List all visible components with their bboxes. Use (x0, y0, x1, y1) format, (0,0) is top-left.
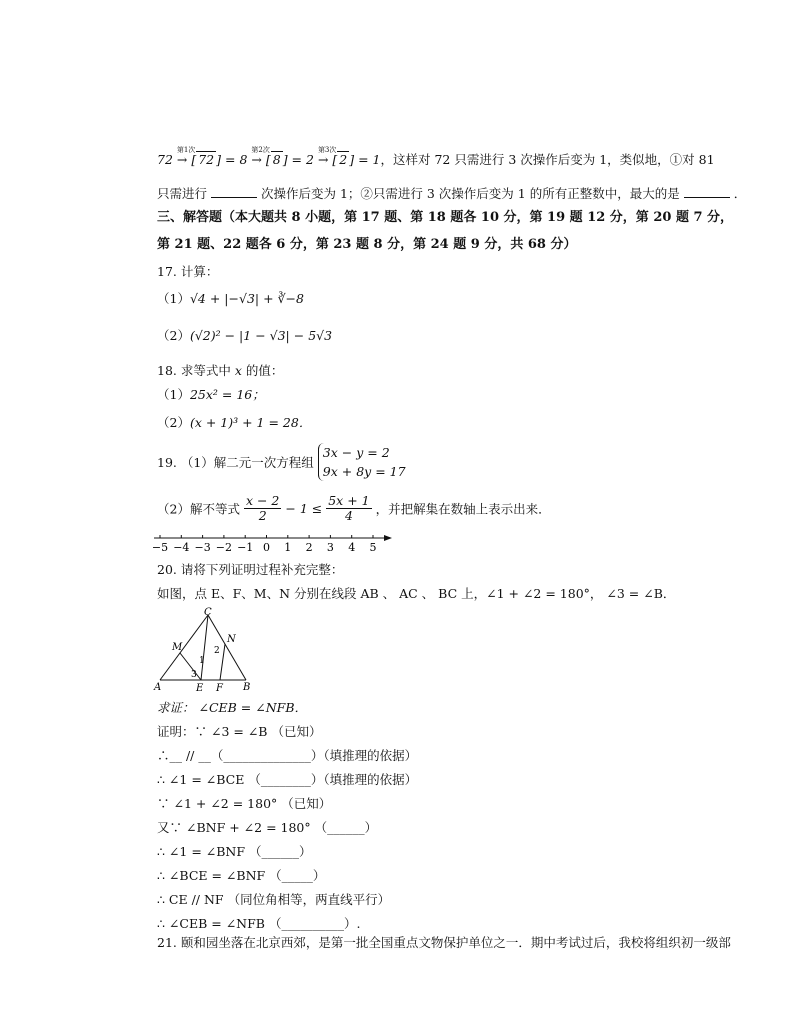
q17-part2-label: （2） (157, 328, 190, 343)
q20-prove: 求证： ∠CEB = ∠NFB． (157, 700, 308, 715)
segment-CE (201, 615, 208, 680)
label-M: M (172, 642, 183, 653)
fraction-1 (244, 494, 281, 523)
q18-title-b: 的值： (245, 363, 284, 378)
q19-part2-label: （2）解不等式 (157, 501, 240, 517)
sqrt-2: 2 (339, 152, 348, 167)
section3-header-line2: 第 21 题、22 题各 6 分，第 23 题 8 分，第 24 题 9 分，共 68 分） (157, 237, 577, 252)
number-line-label: −5 (151, 541, 169, 554)
q19-part1 (157, 443, 406, 481)
q17-part1-expr: √4 + |−√3| + ∛−8 (189, 291, 304, 306)
number-line-label: −2 (215, 541, 233, 554)
q19-part1-label: 19. （1）解二元一次方程组 (157, 455, 314, 470)
arrow-1-label: 第1次 (176, 146, 196, 154)
segment-NF (220, 644, 225, 680)
q17-part2-expr: (√2)² − |1 − √3| − 5√3 (189, 328, 333, 343)
number-line (150, 532, 400, 558)
q19-part2 (157, 494, 551, 523)
q18-part2 (157, 413, 311, 433)
q18-var: x (234, 363, 242, 378)
q20-given: 如图，点 E、F、M、N 分别在线段 AB 、 AC 、 BC 上，∠1 + ∠2 = 180°， ∠3 = ∠B． (157, 586, 676, 601)
q18-title (157, 361, 283, 381)
q17-part1-label: （1） (157, 291, 190, 306)
q16-line2-b: 次操作后变为 1；②只需进行 3 次操作后变为 1 的所有正整数中，最大的是 (260, 186, 680, 201)
q17-title: 17. 计算： (157, 264, 219, 279)
q20-title: 20. 请将下列证明过程补充完整： (157, 562, 344, 577)
proof-step: ∴ ∠1 = ∠BCE （________）（填推理的依据） (157, 772, 418, 787)
q18-part2-label: （2） (157, 415, 190, 430)
q18-part1-label: （1） (157, 387, 190, 402)
proof-step: ∴__ // __（______________）（填推理的依据） (157, 748, 418, 763)
q18-part1 (157, 385, 265, 405)
proof-step: 又∵ ∠BNF + ∠2 = 180° （______） (157, 820, 378, 835)
result-1: = 1 (358, 152, 381, 167)
angle-1-label: 1 (199, 656, 205, 666)
arrow-3-label: 第3次 (317, 146, 337, 154)
q16-line1-text: ，这样对 72 只需进行 3 次操作后变为 1，类似地，①对 81 (380, 152, 715, 167)
fraction-2-numerator: 5x + 1 (328, 493, 370, 508)
blank-2[interactable] (684, 197, 730, 198)
q18-part1-expr: 25x² = 16； (189, 387, 265, 402)
arrow-2-label: 第2次 (251, 146, 270, 154)
number-line-label: −1 (237, 541, 254, 554)
q16-start-value: 72 (157, 152, 173, 167)
equation-system (318, 443, 406, 481)
q21-text: 21. 颐和园坐落在北京西郊，是第一批全国重点文物保护单位之一．期中考试过后，我校将组织初一级部 (157, 935, 731, 950)
q17-part2 (157, 326, 332, 346)
q16-line2-c: ． (733, 186, 747, 201)
proof-step: ∴ ∠1 = ∠BNF （______） (157, 844, 312, 859)
label-N: N (227, 634, 236, 645)
section3-header-line1: 三、解答题（本大题共 8 小题，第 17 题、第 18 题各 10 分，第 19 题 12 分，第 20 题 7 分， (157, 210, 734, 225)
result-8: = 8 (225, 152, 248, 167)
fraction-2 (326, 494, 371, 523)
proof-step: ∴ ∠BCE = ∠BNF （_____） (157, 868, 326, 883)
fraction-1-numerator: x − 2 (245, 493, 280, 508)
proof-step: ∴ CE // NF （同位角相等，两直线平行） (157, 892, 391, 907)
number-line-label: 5 (369, 541, 377, 554)
label-B: B (243, 682, 251, 693)
q19-part2-tail: ，并把解集在数轴上表示出来． (375, 501, 551, 517)
label-E: E (196, 683, 204, 694)
proof-step: ∵ ∠1 + ∠2 = 180° （已知） (157, 796, 332, 811)
q16-line2-a: 只需进行 (157, 186, 208, 201)
geometry-figure (150, 606, 270, 696)
number-line-label: 2 (305, 541, 313, 554)
result-2: = 2 (291, 152, 314, 167)
arrow-2: → 第2次 (251, 150, 261, 170)
number-line-label: 1 (284, 541, 292, 554)
arrow-3: → 第3次 (318, 150, 328, 170)
equation-1: 3x − y = 2 (322, 445, 390, 460)
equation-2: 9x + 8y = 17 (322, 464, 406, 479)
fraction-2-denominator: 4 (344, 508, 353, 523)
proof-step: 证明：∵ ∠3 = ∠B （已知） (157, 724, 322, 739)
number-line-label: 0 (263, 541, 270, 554)
q17-part1 (157, 289, 304, 309)
arrow-1: → 第1次 (177, 150, 187, 170)
fraction-1-denominator: 2 (258, 508, 267, 523)
sqrt-8: 8 (272, 152, 281, 167)
number-line-label: 3 (326, 541, 334, 554)
angle-3-label: 3 (191, 670, 197, 680)
segment-AC (160, 615, 208, 680)
proof-step: ∴ ∠CEB = ∠NFB （__________）. (157, 916, 361, 931)
label-C: C (204, 607, 212, 618)
q16-line2 (157, 184, 746, 204)
angle-2-label: 2 (214, 646, 220, 656)
inequality-mid: − 1 ≤ (285, 501, 323, 516)
q18-part2-expr: (x + 1)³ + 1 = 28． (189, 415, 312, 430)
q16-operation-chain: 72 → 第1次 [ 72 ] = 8 → 第2次 [ 8 ] = 2 → 第3次 [ 2 ] = 1，这样对 72 只需进行 3 次操作后变为 1，类似地，①对 81 (157, 150, 715, 170)
number-line-label: 4 (348, 541, 356, 554)
number-line-label: −4 (173, 541, 190, 554)
label-F: F (216, 683, 223, 694)
label-A: A (154, 682, 162, 693)
number-line-label: −3 (194, 541, 211, 554)
q18-title-a: 18. 求等式中 (157, 363, 231, 378)
blank-1[interactable] (211, 197, 257, 198)
sqrt-72: 72 (198, 152, 215, 167)
